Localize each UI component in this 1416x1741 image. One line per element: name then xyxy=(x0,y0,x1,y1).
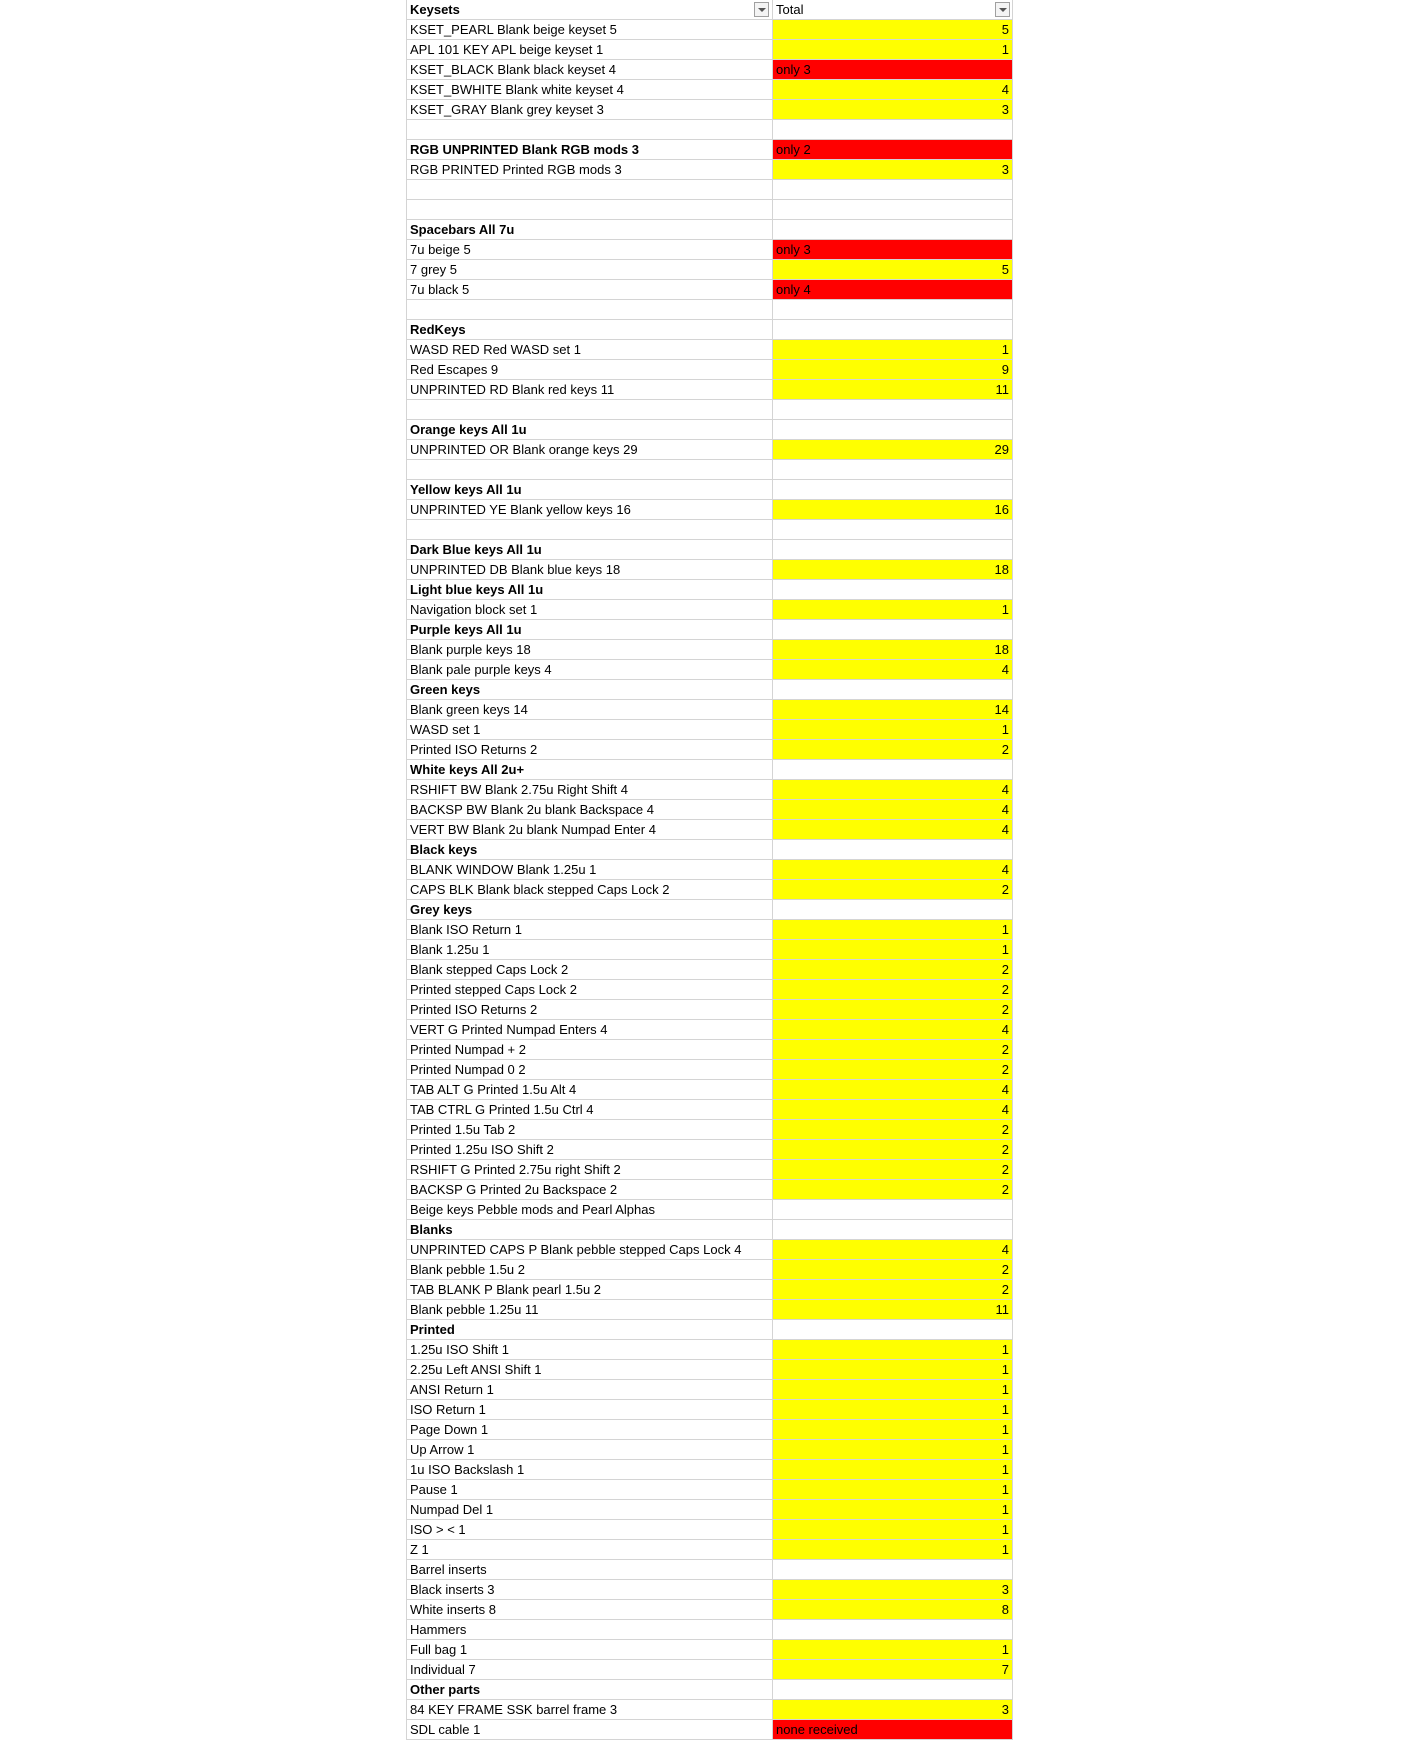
cell-total[interactable] xyxy=(773,1620,1012,1639)
cell-total[interactable]: 4 xyxy=(773,780,1012,799)
table-row xyxy=(407,1160,1012,1180)
table-row xyxy=(407,600,1012,620)
cell-total[interactable]: 2 xyxy=(773,1280,1012,1299)
table-row xyxy=(407,1420,1012,1440)
table-row xyxy=(407,1600,1012,1620)
cell-keyset[interactable]: Printed Numpad + 2 xyxy=(407,1040,773,1059)
cell-keyset[interactable]: Red Escapes 9 xyxy=(407,360,773,379)
table-row xyxy=(407,80,1012,100)
table-row xyxy=(407,340,1012,360)
cell-total[interactable]: 1 xyxy=(773,1480,1012,1499)
cell-keyset[interactable] xyxy=(407,460,773,479)
cell-total[interactable] xyxy=(773,1220,1012,1239)
cell-total[interactable]: 11 xyxy=(773,380,1012,399)
cell-total[interactable]: 2 xyxy=(773,1040,1012,1059)
cell-keyset[interactable]: Printed xyxy=(407,1320,773,1339)
cell-keyset[interactable]: 2.25u Left ANSI Shift 1 xyxy=(407,1360,773,1379)
table-row xyxy=(407,1360,1012,1380)
cell-total[interactable]: only 2 xyxy=(773,140,1012,159)
table-row xyxy=(407,1640,1012,1660)
column-header-keysets-label: Keysets xyxy=(410,2,460,17)
cell-total[interactable]: 1 xyxy=(773,340,1012,359)
cell-keyset[interactable]: Full bag 1 xyxy=(407,1640,773,1659)
cell-keyset[interactable]: Individual 7 xyxy=(407,1660,773,1679)
table-row xyxy=(407,500,1012,520)
cell-keyset[interactable]: 84 KEY FRAME SSK barrel frame 3 xyxy=(407,1700,773,1719)
table-row xyxy=(407,1580,1012,1600)
cell-keyset[interactable]: Hammers xyxy=(407,1620,773,1639)
cell-total[interactable] xyxy=(773,180,1012,199)
table-row xyxy=(407,480,1012,500)
table-row xyxy=(407,1560,1012,1580)
cell-total[interactable]: 4 xyxy=(773,1020,1012,1039)
table-row xyxy=(407,1700,1012,1720)
cell-total[interactable]: 1 xyxy=(773,1520,1012,1539)
cell-keyset[interactable]: SDL cable 1 xyxy=(407,1720,773,1739)
table-row xyxy=(407,320,1012,340)
cell-total[interactable]: 9 xyxy=(773,360,1012,379)
table-row xyxy=(407,800,1012,820)
cell-total[interactable]: 2 xyxy=(773,740,1012,759)
cell-keyset[interactable] xyxy=(407,300,773,319)
cell-total[interactable]: 2 xyxy=(773,880,1012,899)
cell-total[interactable]: 2 xyxy=(773,960,1012,979)
table-row xyxy=(407,1500,1012,1520)
table-row xyxy=(407,640,1012,660)
cell-total[interactable]: only 3 xyxy=(773,240,1012,259)
table-row xyxy=(407,40,1012,60)
table-row xyxy=(407,1020,1012,1040)
cell-total[interactable]: 3 xyxy=(773,100,1012,119)
table-row xyxy=(407,1540,1012,1560)
header-row xyxy=(407,0,1012,20)
cell-total[interactable] xyxy=(773,200,1012,219)
cell-keyset[interactable]: RSHIFT G Printed 2.75u right Shift 2 xyxy=(407,1160,773,1179)
cell-keyset[interactable]: 7 grey 5 xyxy=(407,260,773,279)
cell-total[interactable] xyxy=(773,580,1012,599)
cell-keyset[interactable]: RSHIFT BW Blank 2.75u Right Shift 4 xyxy=(407,780,773,799)
cell-keyset[interactable]: Black inserts 3 xyxy=(407,1580,773,1599)
cell-keyset[interactable]: 7u beige 5 xyxy=(407,240,773,259)
cell-keyset[interactable]: UNPRINTED OR Blank orange keys 29 xyxy=(407,440,773,459)
cell-total[interactable]: only 3 xyxy=(773,60,1012,79)
table-row xyxy=(407,680,1012,700)
table-row xyxy=(407,1680,1012,1700)
cell-keyset[interactable]: Dark Blue keys All 1u xyxy=(407,540,773,559)
cell-total[interactable]: 1 xyxy=(773,1360,1012,1379)
table-body xyxy=(407,20,1012,1740)
cell-total[interactable]: 1 xyxy=(773,40,1012,59)
table-row xyxy=(407,1660,1012,1680)
cell-keyset[interactable]: Beige keys Pebble mods and Pearl Alphas xyxy=(407,1200,773,1219)
cell-keyset[interactable]: Blank green keys 14 xyxy=(407,700,773,719)
cell-total[interactable]: 14 xyxy=(773,700,1012,719)
table-row xyxy=(407,100,1012,120)
cell-keyset[interactable]: UNPRINTED RD Blank red keys 11 xyxy=(407,380,773,399)
cell-keyset[interactable]: UNPRINTED DB Blank blue keys 18 xyxy=(407,560,773,579)
cell-keyset[interactable]: Printed stepped Caps Lock 2 xyxy=(407,980,773,999)
cell-total[interactable]: 4 xyxy=(773,860,1012,879)
cell-keyset[interactable]: Z 1 xyxy=(407,1540,773,1559)
cell-keyset[interactable]: Green keys xyxy=(407,680,773,699)
cell-keyset[interactable]: Black keys xyxy=(407,840,773,859)
table-row xyxy=(407,900,1012,920)
cell-total[interactable] xyxy=(773,120,1012,139)
cell-total[interactable]: 1 xyxy=(773,720,1012,739)
cell-keyset[interactable]: 1.25u ISO Shift 1 xyxy=(407,1340,773,1359)
cell-keyset[interactable]: Numpad Del 1 xyxy=(407,1500,773,1519)
cell-keyset[interactable]: Blank ISO Return 1 xyxy=(407,920,773,939)
cell-total[interactable]: 4 xyxy=(773,820,1012,839)
table-row xyxy=(407,520,1012,540)
cell-keyset[interactable]: BLANK WINDOW Blank 1.25u 1 xyxy=(407,860,773,879)
cell-total[interactable] xyxy=(773,400,1012,419)
table-row xyxy=(407,780,1012,800)
cell-total[interactable]: 2 xyxy=(773,1120,1012,1139)
cell-total[interactable]: 3 xyxy=(773,1580,1012,1599)
cell-keyset[interactable]: Blank stepped Caps Lock 2 xyxy=(407,960,773,979)
table-row xyxy=(407,420,1012,440)
cell-keyset[interactable]: VERT BW Blank 2u blank Numpad Enter 4 xyxy=(407,820,773,839)
cell-total[interactable] xyxy=(773,1320,1012,1339)
table-row xyxy=(407,1720,1012,1740)
cell-total[interactable]: 1 xyxy=(773,1460,1012,1479)
table-row xyxy=(407,1040,1012,1060)
cell-keyset[interactable]: BACKSP G Printed 2u Backspace 2 xyxy=(407,1180,773,1199)
table-row xyxy=(407,660,1012,680)
cell-keyset[interactable]: Grey keys xyxy=(407,900,773,919)
cell-keyset[interactable]: White keys All 2u+ xyxy=(407,760,773,779)
cell-total[interactable]: 4 xyxy=(773,800,1012,819)
table-row xyxy=(407,980,1012,1000)
cell-total[interactable]: 2 xyxy=(773,1000,1012,1019)
cell-total[interactable] xyxy=(773,1680,1012,1699)
table-row xyxy=(407,1220,1012,1240)
cell-keyset[interactable]: CAPS BLK Blank black stepped Caps Lock 2 xyxy=(407,880,773,899)
table-row xyxy=(407,1460,1012,1480)
cell-keyset[interactable]: ANSI Return 1 xyxy=(407,1380,773,1399)
cell-keyset[interactable]: ISO > < 1 xyxy=(407,1520,773,1539)
cell-keyset[interactable]: RGB PRINTED Printed RGB mods 3 xyxy=(407,160,773,179)
spreadsheet-table xyxy=(406,0,1013,1740)
cell-total[interactable]: 5 xyxy=(773,20,1012,39)
cell-keyset[interactable]: Blank pebble 1.5u 2 xyxy=(407,1260,773,1279)
cell-keyset[interactable]: Printed 1.5u Tab 2 xyxy=(407,1120,773,1139)
table-row xyxy=(407,20,1012,40)
table-row xyxy=(407,1440,1012,1460)
cell-total[interactable] xyxy=(773,620,1012,639)
cell-total[interactable]: none received xyxy=(773,1720,1012,1739)
cell-keyset[interactable]: Blanks xyxy=(407,1220,773,1239)
cell-keyset[interactable]: Blank 1.25u 1 xyxy=(407,940,773,959)
cell-keyset[interactable]: White inserts 8 xyxy=(407,1600,773,1619)
cell-total[interactable] xyxy=(773,1560,1012,1579)
table-row xyxy=(407,380,1012,400)
table-row xyxy=(407,180,1012,200)
table-row xyxy=(407,1280,1012,1300)
cell-keyset[interactable]: Barrel inserts xyxy=(407,1560,773,1579)
cell-keyset[interactable]: WASD RED Red WASD set 1 xyxy=(407,340,773,359)
cell-keyset[interactable]: TAB CTRL G Printed 1.5u Ctrl 4 xyxy=(407,1100,773,1119)
cell-keyset[interactable]: Pause 1 xyxy=(407,1480,773,1499)
cell-total[interactable]: 4 xyxy=(773,1100,1012,1119)
column-header-keysets[interactable] xyxy=(407,0,773,19)
cell-keyset[interactable]: Other parts xyxy=(407,1680,773,1699)
cell-total[interactable]: 2 xyxy=(773,1160,1012,1179)
column-header-total[interactable] xyxy=(773,0,1012,19)
table-row xyxy=(407,960,1012,980)
table-row xyxy=(407,1340,1012,1360)
table-row xyxy=(407,1520,1012,1540)
table-row xyxy=(407,1480,1012,1500)
cell-keyset[interactable]: RedKeys xyxy=(407,320,773,339)
cell-total[interactable] xyxy=(773,480,1012,499)
cell-total[interactable] xyxy=(773,840,1012,859)
cell-keyset[interactable] xyxy=(407,180,773,199)
table-row xyxy=(407,860,1012,880)
table-row xyxy=(407,440,1012,460)
table-row xyxy=(407,560,1012,580)
cell-keyset[interactable]: Blank pebble 1.25u 11 xyxy=(407,1300,773,1319)
cell-keyset[interactable]: ISO Return 1 xyxy=(407,1400,773,1419)
cell-keyset[interactable]: 1u ISO Backslash 1 xyxy=(407,1460,773,1479)
cell-total[interactable]: 18 xyxy=(773,560,1012,579)
column-header-total-label: Total xyxy=(776,2,804,17)
table-row xyxy=(407,700,1012,720)
cell-keyset[interactable]: UNPRINTED CAPS P Blank pebble stepped Caps Lock 4 xyxy=(407,1240,773,1259)
cell-keyset[interactable]: Page Down 1 xyxy=(407,1420,773,1439)
cell-total[interactable] xyxy=(773,520,1012,539)
cell-keyset[interactable]: Light blue keys All 1u xyxy=(407,580,773,599)
cell-total[interactable]: 2 xyxy=(773,980,1012,999)
cell-keyset[interactable] xyxy=(407,200,773,219)
cell-total[interactable]: 16 xyxy=(773,500,1012,519)
cell-total[interactable]: 1 xyxy=(773,1500,1012,1519)
table-row xyxy=(407,840,1012,860)
cell-total[interactable] xyxy=(773,460,1012,479)
table-row xyxy=(407,460,1012,480)
table-row xyxy=(407,1620,1012,1640)
table-row xyxy=(407,260,1012,280)
cell-keyset[interactable]: Purple keys All 1u xyxy=(407,620,773,639)
table-row xyxy=(407,220,1012,240)
cell-keyset[interactable]: Up Arrow 1 xyxy=(407,1440,773,1459)
cell-keyset[interactable]: Blank purple keys 18 xyxy=(407,640,773,659)
table-row xyxy=(407,240,1012,260)
table-row xyxy=(407,1180,1012,1200)
table-row xyxy=(407,540,1012,560)
cell-total[interactable] xyxy=(773,760,1012,779)
cell-keyset[interactable]: KSET_BWHITE Blank white keyset 4 xyxy=(407,80,773,99)
cell-total[interactable]: only 4 xyxy=(773,280,1012,299)
cell-total[interactable]: 1 xyxy=(773,1380,1012,1399)
cell-total[interactable] xyxy=(773,420,1012,439)
table-row xyxy=(407,400,1012,420)
cell-total[interactable] xyxy=(773,220,1012,239)
cell-keyset[interactable] xyxy=(407,120,773,139)
filter-dropdown-icon[interactable] xyxy=(754,2,769,17)
cell-keyset[interactable] xyxy=(407,520,773,539)
cell-total[interactable] xyxy=(773,320,1012,339)
table-row xyxy=(407,60,1012,80)
cell-keyset[interactable]: Printed 1.25u ISO Shift 2 xyxy=(407,1140,773,1159)
cell-total[interactable]: 8 xyxy=(773,1600,1012,1619)
cell-total[interactable]: 2 xyxy=(773,1140,1012,1159)
cell-total[interactable] xyxy=(773,300,1012,319)
cell-total[interactable]: 2 xyxy=(773,1060,1012,1079)
cell-total[interactable] xyxy=(773,1200,1012,1219)
table-row xyxy=(407,820,1012,840)
table-row xyxy=(407,140,1012,160)
cell-keyset[interactable] xyxy=(407,400,773,419)
cell-keyset[interactable]: KSET_PEARL Blank beige keyset 5 xyxy=(407,20,773,39)
table-row xyxy=(407,1260,1012,1280)
cell-total[interactable]: 5 xyxy=(773,260,1012,279)
table-row xyxy=(407,1100,1012,1120)
cell-keyset[interactable]: Orange keys All 1u xyxy=(407,420,773,439)
table-row xyxy=(407,1080,1012,1100)
table-row xyxy=(407,880,1012,900)
cell-total[interactable] xyxy=(773,900,1012,919)
table-row xyxy=(407,360,1012,380)
table-row xyxy=(407,1240,1012,1260)
cell-total[interactable]: 11 xyxy=(773,1300,1012,1319)
cell-keyset[interactable]: Printed ISO Returns 2 xyxy=(407,740,773,759)
cell-keyset[interactable]: Printed Numpad 0 2 xyxy=(407,1060,773,1079)
table-row xyxy=(407,280,1012,300)
cell-keyset[interactable]: KSET_BLACK Blank black keyset 4 xyxy=(407,60,773,79)
table-row xyxy=(407,580,1012,600)
table-row xyxy=(407,920,1012,940)
cell-total[interactable]: 18 xyxy=(773,640,1012,659)
table-row xyxy=(407,1320,1012,1340)
cell-total[interactable]: 1 xyxy=(773,1420,1012,1439)
cell-keyset[interactable]: Printed ISO Returns 2 xyxy=(407,1000,773,1019)
cell-total[interactable]: 4 xyxy=(773,1240,1012,1259)
cell-total[interactable]: 1 xyxy=(773,1400,1012,1419)
cell-total[interactable]: 1 xyxy=(773,1440,1012,1459)
cell-total[interactable]: 2 xyxy=(773,1180,1012,1199)
cell-total[interactable]: 2 xyxy=(773,1260,1012,1279)
table-row xyxy=(407,740,1012,760)
table-row xyxy=(407,760,1012,780)
cell-keyset[interactable]: 7u black 5 xyxy=(407,280,773,299)
cell-keyset[interactable]: WASD set 1 xyxy=(407,720,773,739)
cell-total[interactable] xyxy=(773,680,1012,699)
cell-total[interactable]: 1 xyxy=(773,600,1012,619)
table-row xyxy=(407,1060,1012,1080)
cell-total[interactable]: 1 xyxy=(773,920,1012,939)
table-row xyxy=(407,1380,1012,1400)
cell-total[interactable]: 3 xyxy=(773,1700,1012,1719)
cell-total[interactable]: 3 xyxy=(773,160,1012,179)
cell-total[interactable]: 4 xyxy=(773,660,1012,679)
cell-total[interactable]: 29 xyxy=(773,440,1012,459)
cell-total[interactable]: 7 xyxy=(773,1660,1012,1679)
table-row xyxy=(407,1120,1012,1140)
cell-total[interactable]: 1 xyxy=(773,1640,1012,1659)
table-row xyxy=(407,1400,1012,1420)
table-row xyxy=(407,1140,1012,1160)
cell-keyset[interactable]: KSET_GRAY Blank grey keyset 3 xyxy=(407,100,773,119)
cell-keyset[interactable]: Yellow keys All 1u xyxy=(407,480,773,499)
cell-keyset[interactable]: Blank pale purple keys 4 xyxy=(407,660,773,679)
table-row xyxy=(407,1300,1012,1320)
table-row xyxy=(407,200,1012,220)
cell-total[interactable]: 4 xyxy=(773,1080,1012,1099)
cell-total[interactable]: 4 xyxy=(773,80,1012,99)
cell-keyset[interactable]: Spacebars All 7u xyxy=(407,220,773,239)
table-row xyxy=(407,720,1012,740)
cell-keyset[interactable]: UNPRINTED YE Blank yellow keys 16 xyxy=(407,500,773,519)
table-row xyxy=(407,620,1012,640)
table-row xyxy=(407,1200,1012,1220)
cell-keyset[interactable]: RGB UNPRINTED Blank RGB mods 3 xyxy=(407,140,773,159)
table-row xyxy=(407,120,1012,140)
cell-keyset[interactable]: APL 101 KEY APL beige keyset 1 xyxy=(407,40,773,59)
cell-keyset[interactable]: TAB BLANK P Blank pearl 1.5u 2 xyxy=(407,1280,773,1299)
cell-keyset[interactable]: Navigation block set 1 xyxy=(407,600,773,619)
cell-keyset[interactable]: BACKSP BW Blank 2u blank Backspace 4 xyxy=(407,800,773,819)
filter-dropdown-icon[interactable] xyxy=(995,2,1010,17)
table-row xyxy=(407,160,1012,180)
cell-keyset[interactable]: VERT G Printed Numpad Enters 4 xyxy=(407,1020,773,1039)
cell-total[interactable]: 1 xyxy=(773,1540,1012,1559)
cell-total[interactable]: 1 xyxy=(773,940,1012,959)
table-row xyxy=(407,940,1012,960)
table-row xyxy=(407,300,1012,320)
cell-total[interactable]: 1 xyxy=(773,1340,1012,1359)
table-row xyxy=(407,1000,1012,1020)
cell-total[interactable] xyxy=(773,540,1012,559)
cell-keyset[interactable]: TAB ALT G Printed 1.5u Alt 4 xyxy=(407,1080,773,1099)
